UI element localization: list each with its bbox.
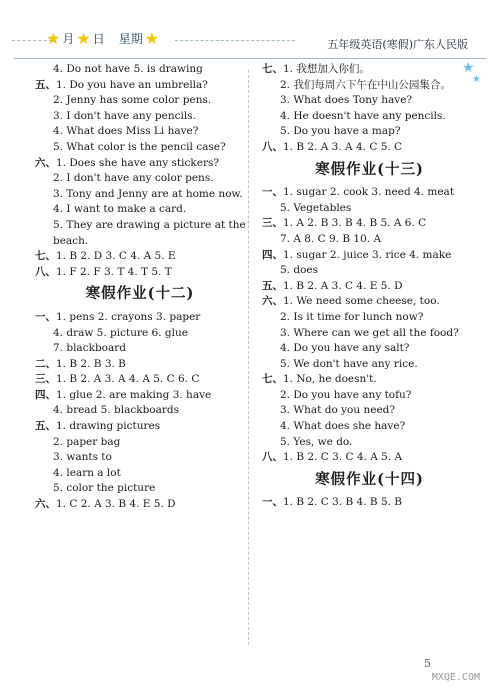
answer-line bbox=[35, 310, 245, 326]
answer-line bbox=[35, 388, 245, 404]
star-icon: ★ bbox=[46, 28, 61, 48]
answer-text: 5. Do you have a map? bbox=[280, 125, 401, 138]
answer-line bbox=[262, 495, 477, 511]
answer-text: 1. We need some cheese, too. bbox=[283, 295, 440, 308]
page-footer bbox=[420, 655, 480, 685]
watermark: MXQE.COM bbox=[431, 672, 480, 683]
right-column bbox=[262, 62, 477, 511]
answer-text: 4. draw 5. picture 6. glue bbox=[53, 326, 188, 339]
answer-text: 1. Does she have any stickers? bbox=[56, 156, 219, 169]
answer-line bbox=[35, 62, 245, 78]
answer-line bbox=[262, 357, 477, 373]
answer-line bbox=[262, 248, 477, 264]
answer-text: 1. sugar 2. juice 3. rice 4. make bbox=[283, 248, 452, 261]
answer-text: 1. B 2. A 3. A 4. A 5. C 6. C bbox=[56, 373, 200, 386]
answer-line bbox=[35, 435, 245, 451]
answer-text: 3. What do you need? bbox=[280, 404, 396, 417]
answer-text: 1. No, he doesn't. bbox=[283, 373, 377, 386]
answer-line bbox=[262, 279, 477, 295]
question-number: 五、 bbox=[35, 420, 56, 433]
answer-text: 1. pens 2. crayons 3. paper bbox=[56, 310, 201, 323]
question-number: 一、 bbox=[262, 496, 283, 509]
answer-text: 5. What color is the pencil case? bbox=[53, 140, 226, 153]
question-number: 二、 bbox=[35, 357, 56, 370]
answer-line bbox=[35, 124, 245, 140]
answer-text: 2. Is it time for lunch now? bbox=[280, 310, 424, 323]
answer-line bbox=[35, 466, 245, 482]
column-divider bbox=[248, 70, 249, 645]
answer-text: 3. What does Tony have? bbox=[280, 94, 413, 107]
answer-text: 3. wants to bbox=[53, 451, 112, 464]
answer-text: 4. Do you have any salt? bbox=[280, 342, 410, 355]
answer-text: 2. Do you have any tofu? bbox=[280, 388, 412, 401]
answer-text: 1. B 2. A 3. A 4. C 5. C bbox=[283, 140, 403, 153]
star-icon: ★ bbox=[144, 28, 160, 48]
answer-line bbox=[35, 326, 245, 342]
weekday-label: 星期 bbox=[118, 32, 143, 46]
star-icon: ★ bbox=[462, 60, 475, 76]
day-label: 日 bbox=[92, 32, 105, 46]
question-number: 四、 bbox=[262, 248, 283, 261]
answer-line bbox=[35, 450, 245, 466]
answer-line bbox=[262, 450, 477, 466]
answer-line bbox=[262, 294, 477, 310]
month-label: 月 bbox=[62, 32, 75, 46]
answer-line bbox=[35, 357, 245, 373]
answer-text: 1. drawing pictures bbox=[56, 420, 161, 433]
answer-line bbox=[262, 310, 477, 326]
question-number: 四、 bbox=[35, 388, 56, 401]
header-rule bbox=[14, 58, 486, 59]
answer-text: 5. does bbox=[280, 264, 319, 277]
question-number: 一、 bbox=[262, 186, 283, 199]
answer-line bbox=[35, 481, 245, 497]
answer-text: 4. I want to make a card. bbox=[53, 203, 187, 216]
answer-text: 7. A 8. C 9. B 10. A bbox=[280, 232, 382, 245]
answer-line bbox=[262, 124, 477, 140]
answer-text: 7. blackboard bbox=[53, 342, 126, 355]
answer-line bbox=[35, 341, 245, 357]
question-number: 八、 bbox=[35, 265, 56, 278]
answer-text: 4. learn a lot bbox=[53, 466, 121, 479]
answer-text: 2. Jenny has some color pens. bbox=[53, 94, 212, 107]
answer-text: 3. Tony and Jenny are at home now. bbox=[53, 187, 243, 200]
page-number: 5 bbox=[424, 657, 431, 670]
answer-line bbox=[35, 93, 245, 109]
answer-text: 1. B 2. B 3. B bbox=[56, 357, 126, 370]
answer-line bbox=[262, 232, 477, 248]
section-title: 寒假作业(十四) bbox=[315, 470, 424, 488]
answer-line bbox=[262, 93, 477, 109]
question-number: 六、 bbox=[35, 498, 56, 511]
star-icon: ★ bbox=[76, 28, 91, 48]
answer-text: 1. glue 2. are making 3. have bbox=[56, 388, 212, 401]
answer-text: 3. Where can we get all the food? bbox=[280, 326, 459, 339]
answer-line bbox=[262, 419, 477, 435]
answer-text: 1. Do you have an umbrella? bbox=[56, 78, 208, 91]
answer-text: 4. He doesn't have any pencils. bbox=[280, 109, 446, 122]
answer-text: 4. What does Miss Li have? bbox=[53, 125, 199, 138]
answer-line bbox=[262, 109, 477, 125]
answer-text: 1. A 2. B 3. B 4. B 5. A 6. C bbox=[283, 217, 427, 230]
answer-line bbox=[35, 234, 245, 250]
answer-text: 5. Vegetables bbox=[280, 201, 352, 214]
answer-line bbox=[262, 185, 477, 201]
answer-text: 5. Yes, we do. bbox=[280, 435, 353, 448]
answer-line bbox=[262, 201, 477, 217]
question-number: 八、 bbox=[262, 451, 283, 464]
answer-text: 1. 我想加入你们。 bbox=[283, 63, 370, 75]
left-column bbox=[35, 62, 245, 513]
answer-line bbox=[35, 403, 245, 419]
answer-line bbox=[262, 263, 477, 279]
answer-line bbox=[35, 156, 245, 172]
answer-text: 2. paper bag bbox=[53, 435, 121, 448]
answer-text: 1. F 2. F 3. T 4. T 5. T bbox=[56, 265, 172, 278]
answer-line bbox=[262, 62, 477, 78]
answer-line bbox=[35, 419, 245, 435]
answer-text: 5. color the picture bbox=[53, 482, 156, 495]
question-number: 七、 bbox=[262, 63, 283, 75]
question-number: 一、 bbox=[35, 310, 56, 323]
question-number: 七、 bbox=[35, 250, 56, 263]
answer-text: 2. 我们每周六下午在中山公园集合。 bbox=[280, 78, 451, 91]
question-number: 五、 bbox=[262, 279, 283, 292]
answer-line bbox=[35, 109, 245, 125]
question-number: 六、 bbox=[262, 295, 283, 308]
answer-line bbox=[35, 140, 245, 156]
answer-line bbox=[262, 403, 477, 419]
answer-line bbox=[35, 202, 245, 218]
answer-text: 1. B 2. D 3. C 4. A 5. E bbox=[56, 250, 176, 263]
question-number: 三、 bbox=[35, 373, 56, 386]
header-dashed-line bbox=[175, 40, 295, 41]
question-number: 五、 bbox=[35, 78, 56, 91]
answer-text: 1. C 2. A 3. B 4. E 5. D bbox=[56, 498, 176, 511]
answer-line bbox=[35, 249, 245, 265]
answer-line bbox=[262, 326, 477, 342]
question-number: 三、 bbox=[262, 217, 283, 230]
answer-line bbox=[262, 341, 477, 357]
answer-line bbox=[262, 435, 477, 451]
answer-line bbox=[262, 78, 477, 94]
answer-line bbox=[35, 372, 245, 388]
answer-text: 1. sugar 2. cook 3. need 4. meat bbox=[283, 186, 455, 199]
answer-text: 2. I don't have any color pens. bbox=[53, 172, 214, 185]
answer-text: 1. B 2. C 3. C 4. A 5. A bbox=[283, 451, 403, 464]
answer-line bbox=[35, 78, 245, 94]
answer-line bbox=[262, 372, 477, 388]
answer-line bbox=[262, 140, 477, 156]
section-title: 寒假作业(十二) bbox=[85, 285, 195, 303]
answer-line bbox=[35, 497, 245, 513]
book-title: 五年级英语(寒假)广东人民版 bbox=[327, 38, 468, 51]
answer-line bbox=[35, 187, 245, 203]
answer-text: 4. bread 5. blackboards bbox=[53, 404, 179, 417]
answer-text: 4. Do not have 5. is drawing bbox=[53, 63, 203, 75]
answer-line bbox=[35, 218, 245, 234]
date-field bbox=[46, 30, 159, 47]
section-title: 寒假作业(十三) bbox=[315, 160, 424, 178]
answer-line bbox=[262, 388, 477, 404]
question-number: 六、 bbox=[35, 156, 56, 169]
answer-text: 1. B 2. A 3. C 4. E 5. D bbox=[283, 279, 403, 292]
answer-text: 4. What does she have? bbox=[280, 420, 406, 433]
answer-text: 1. B 2. C 3. B 4. B 5. B bbox=[283, 496, 403, 509]
answer-line bbox=[35, 171, 245, 187]
answer-text: 5. They are drawing a picture at the bbox=[53, 218, 246, 231]
answer-line bbox=[262, 216, 477, 232]
question-number: 七、 bbox=[262, 373, 283, 386]
question-number: 八、 bbox=[262, 140, 283, 153]
star-icon: ★ bbox=[472, 74, 481, 85]
answer-text: 5. We don't have any rice. bbox=[280, 357, 418, 370]
answer-text: 3. I don't have any pencils. bbox=[53, 109, 196, 122]
answer-text: beach. bbox=[53, 234, 89, 247]
answer-line bbox=[35, 265, 245, 281]
